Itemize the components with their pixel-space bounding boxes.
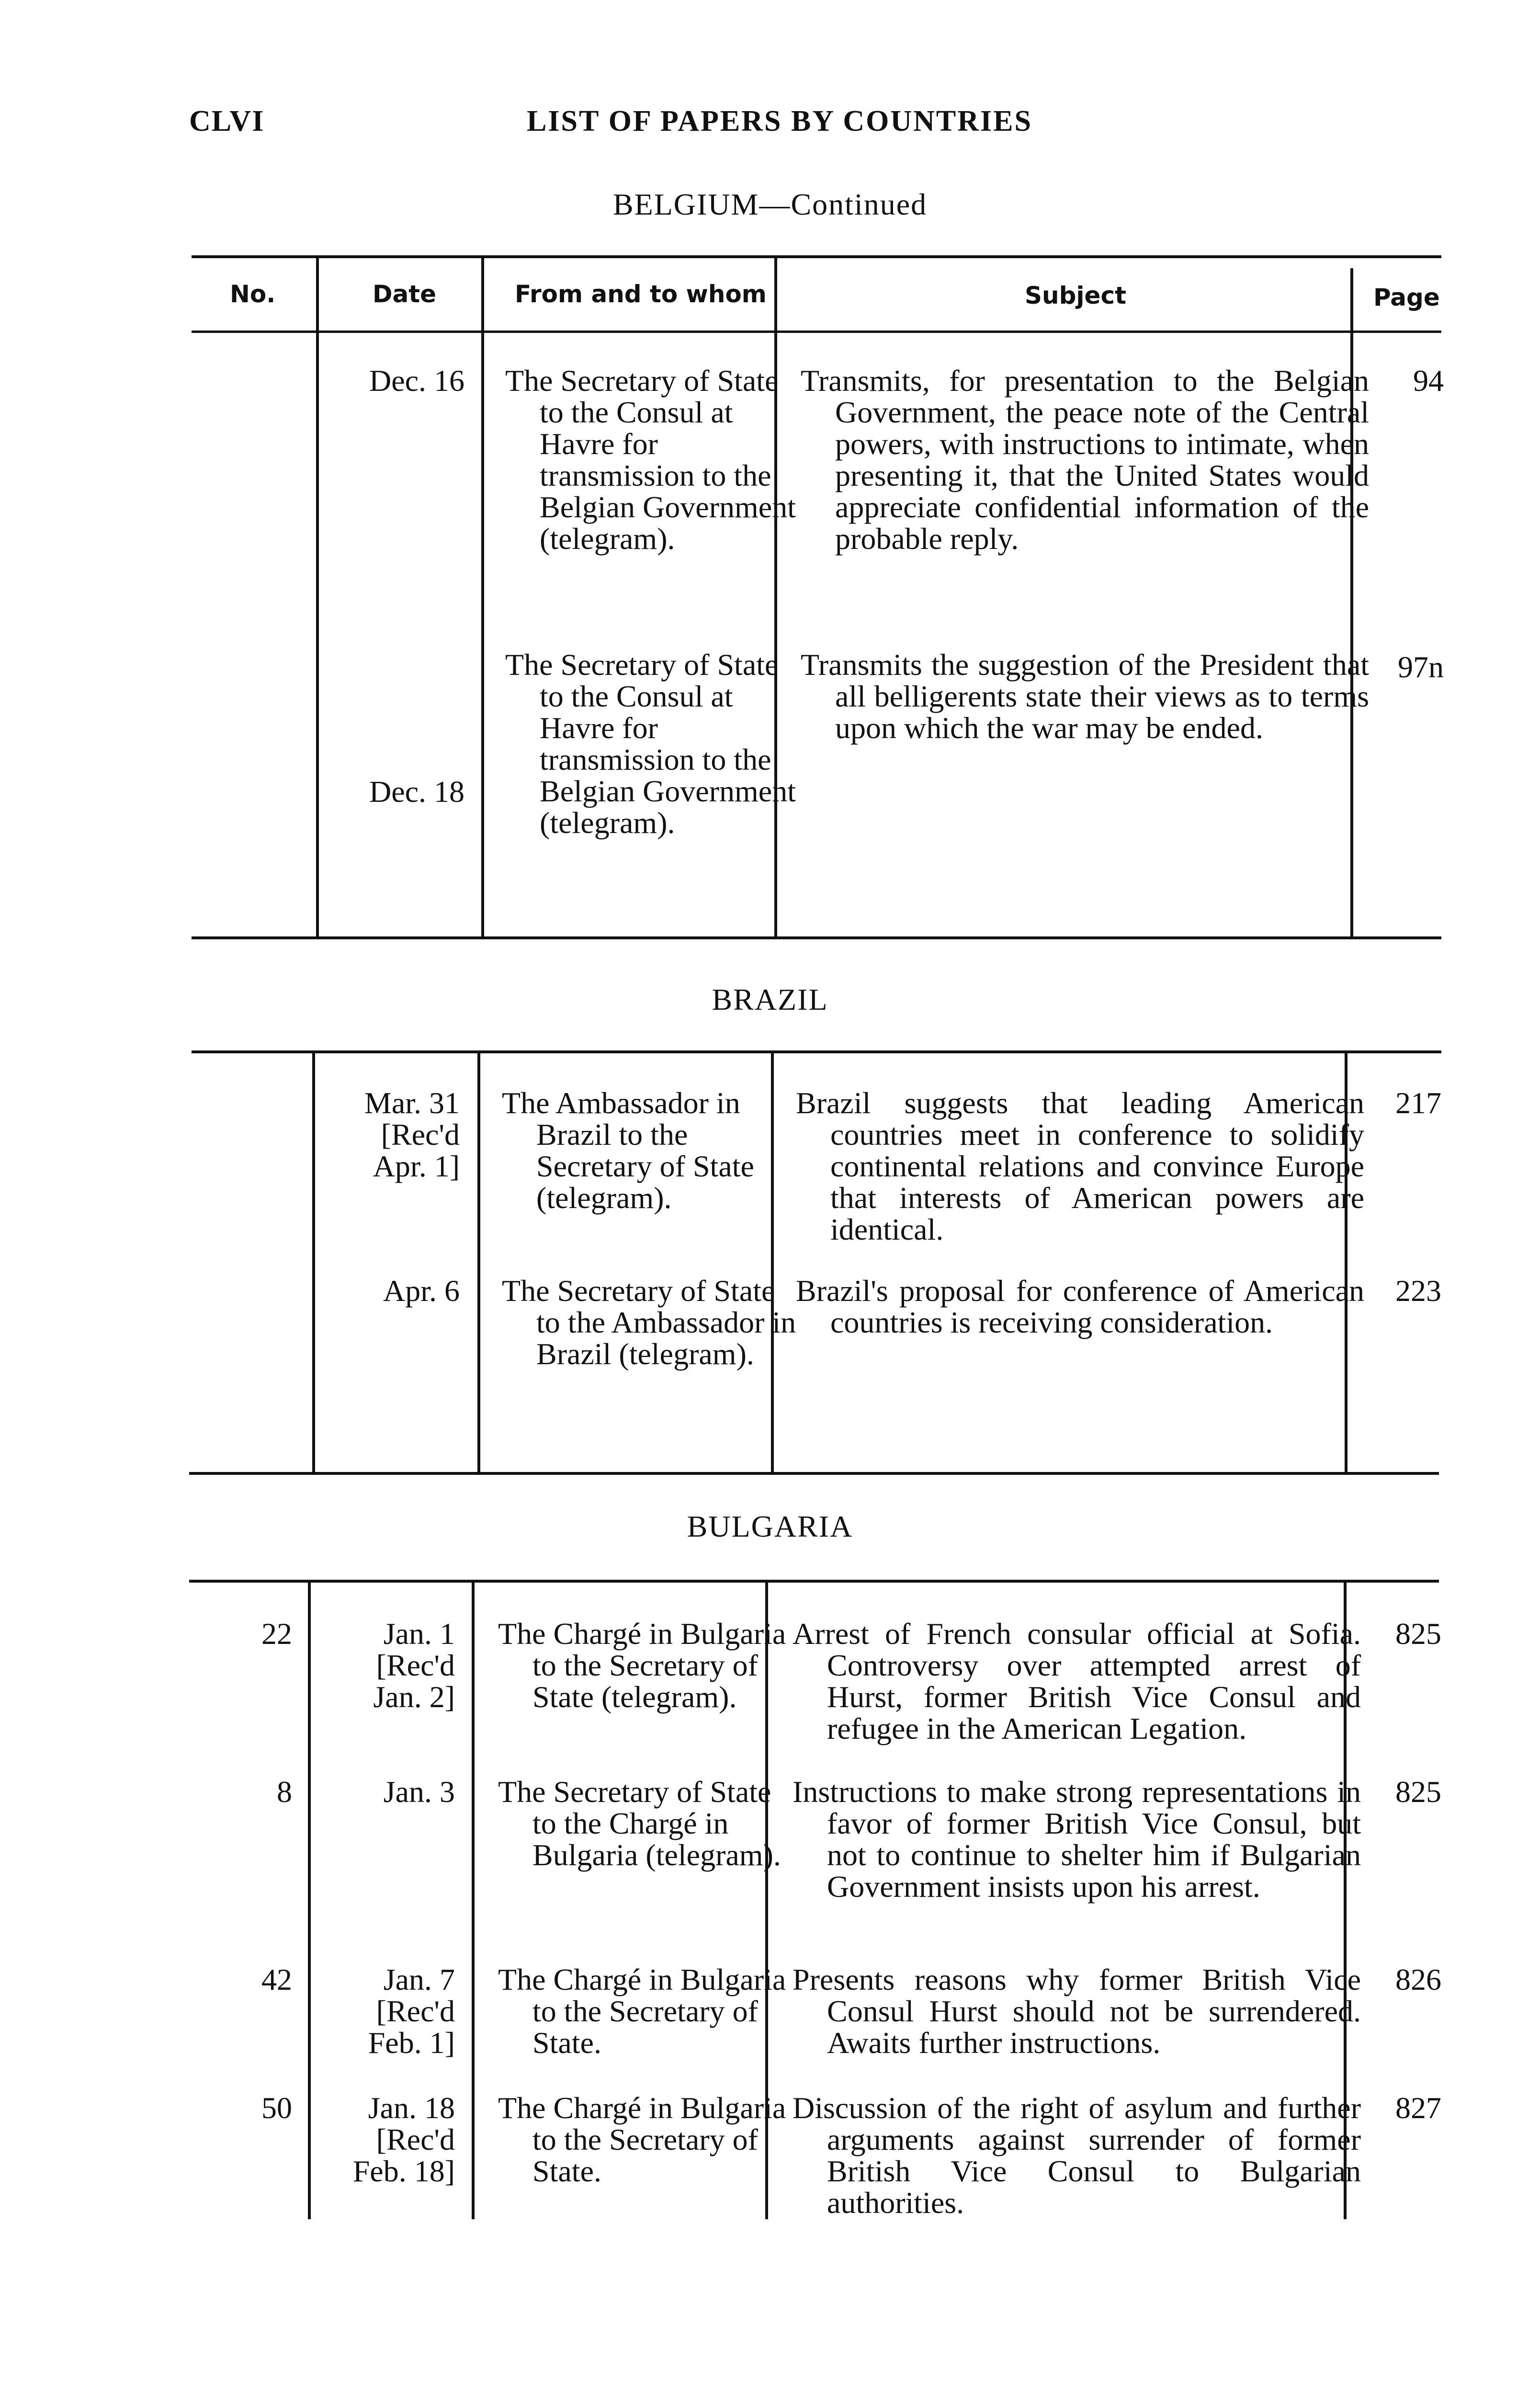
- row-page: 217: [1395, 1086, 1441, 1120]
- table-top-rule: [189, 1580, 1439, 1583]
- row-from-to: The Secretary of State to the Chargé in Bulgaria (telegram).: [498, 1775, 781, 1872]
- section-title-brazil: BRAZIL: [712, 982, 828, 1016]
- column-header-page: Page: [1373, 284, 1440, 311]
- page-header: [0, 0, 1540, 192]
- row-subject: Transmits, for presentation to the Belgian Government, the peace note of the Central powers, with instructions to intimate, when presenting it, that the United States would appreciate confidential information of the probable reply.: [801, 364, 1369, 556]
- column-divider: [316, 258, 319, 938]
- row-from-to: The Ambassador in Brazil to the Secretary of State (telegram).: [502, 1086, 754, 1215]
- section-bottom-rule: [192, 936, 1441, 939]
- row-from-to: The Chargé in Bulgaria to the Secretary of State.: [498, 2091, 786, 2188]
- row-subject: Discussion of the right of asylum and further arguments against surrender of former British Vice Consul to Bulgarian authorities.: [793, 2091, 1361, 2220]
- row-subject: Arrest of French consular official at Sofia. Controversy over attempted arrest of Hurst, former British Vice Consul and refugee in the American Legation.: [793, 1617, 1361, 1745]
- row-date: Dec. 18: [369, 775, 464, 809]
- row-date: Dec. 16: [369, 364, 464, 398]
- row-number: 22: [261, 1617, 292, 1651]
- section-bottom-rule: [189, 1472, 1439, 1475]
- section-title-bulgaria: BULGARIA: [687, 1509, 853, 1543]
- row-date-received: [Rec'd Feb. 18]: [352, 2122, 455, 2188]
- page-title: LIST OF PAPERS BY COUNTRIES: [527, 105, 1032, 137]
- row-date: Jan. 7: [383, 1962, 455, 1996]
- row-subject: Transmits the suggestion of the President that all belligerents state their views as to terms upon which the war may be ended.: [801, 648, 1369, 745]
- row-from-to: The Chargé in Bulgaria to the Secretary of State (telegram).: [498, 1617, 786, 1714]
- column-header-date: Date: [373, 280, 437, 308]
- row-subject: Instructions to make strong representations in favor of former British Vice Consul, but not to continue to shelter him if Bulgarian Government insists upon his arrest.: [793, 1775, 1361, 1904]
- row-page: 97n: [1398, 650, 1444, 684]
- row-page: 223: [1395, 1274, 1441, 1308]
- row-date: Jan. 3: [383, 1775, 455, 1809]
- row-page: 825: [1395, 1617, 1441, 1651]
- column-divider: [481, 258, 484, 938]
- row-date-received: [Rec'd Jan. 2]: [373, 1648, 455, 1714]
- section-title-belgium: BELGIUM—Continued: [612, 187, 928, 221]
- row-subject: Brazil's proposal for conference of American countries is receiving consideration.: [796, 1274, 1364, 1339]
- column-divider: [308, 1581, 311, 2219]
- row-number: 42: [261, 1962, 292, 1996]
- header-bottom-rule: [192, 331, 1441, 333]
- row-page: 827: [1395, 2091, 1441, 2125]
- row-date-received: [Rec'd Apr. 1]: [373, 1118, 460, 1183]
- row-date: Jan. 1: [383, 1617, 455, 1651]
- row-date: Apr. 6: [383, 1274, 460, 1308]
- column-header-subject: Subject: [1025, 282, 1126, 309]
- column-header-no: No.: [230, 280, 276, 308]
- row-number: 8: [277, 1775, 292, 1809]
- column-divider: [312, 1052, 315, 1473]
- row-from-to: The Secretary of State to the Consul at Havre for transmission to the Belgian Government (telegram).: [505, 648, 796, 840]
- row-from-to: The Secretary of State to the Ambassador in Brazil (telegram).: [502, 1274, 796, 1371]
- table-top-rule: [192, 255, 1441, 258]
- row-page: 825: [1395, 1775, 1441, 1809]
- row-from-to: The Chargé in Bulgaria to the Secretary of State.: [498, 1962, 786, 2060]
- column-divider: [477, 1052, 480, 1473]
- row-from-to: The Secretary of State to the Consul at Havre for transmission to the Belgian Government (telegram).: [505, 364, 796, 556]
- column-divider: [472, 1581, 475, 2219]
- row-number: 50: [261, 2091, 292, 2125]
- row-date: Jan. 18: [368, 2091, 455, 2125]
- row-page: 94: [1413, 364, 1444, 398]
- row-page: 826: [1395, 1962, 1441, 1996]
- row-subject: Brazil suggests that leading American countries meet in conference to solidify continental relations and convince Europe that interests of American powers are identical.: [796, 1086, 1364, 1246]
- page-number: CLVI: [189, 105, 265, 137]
- row-date: Mar. 31: [364, 1086, 460, 1120]
- row-date-received: [Rec'd Feb. 1]: [368, 1994, 455, 2060]
- table-top-rule: [192, 1050, 1441, 1053]
- row-subject: Presents reasons why former British Vice Consul Hurst should not be surrendered. Awaits further instructions.: [793, 1962, 1361, 2060]
- column-header-from-to: From and to whom: [515, 280, 767, 308]
